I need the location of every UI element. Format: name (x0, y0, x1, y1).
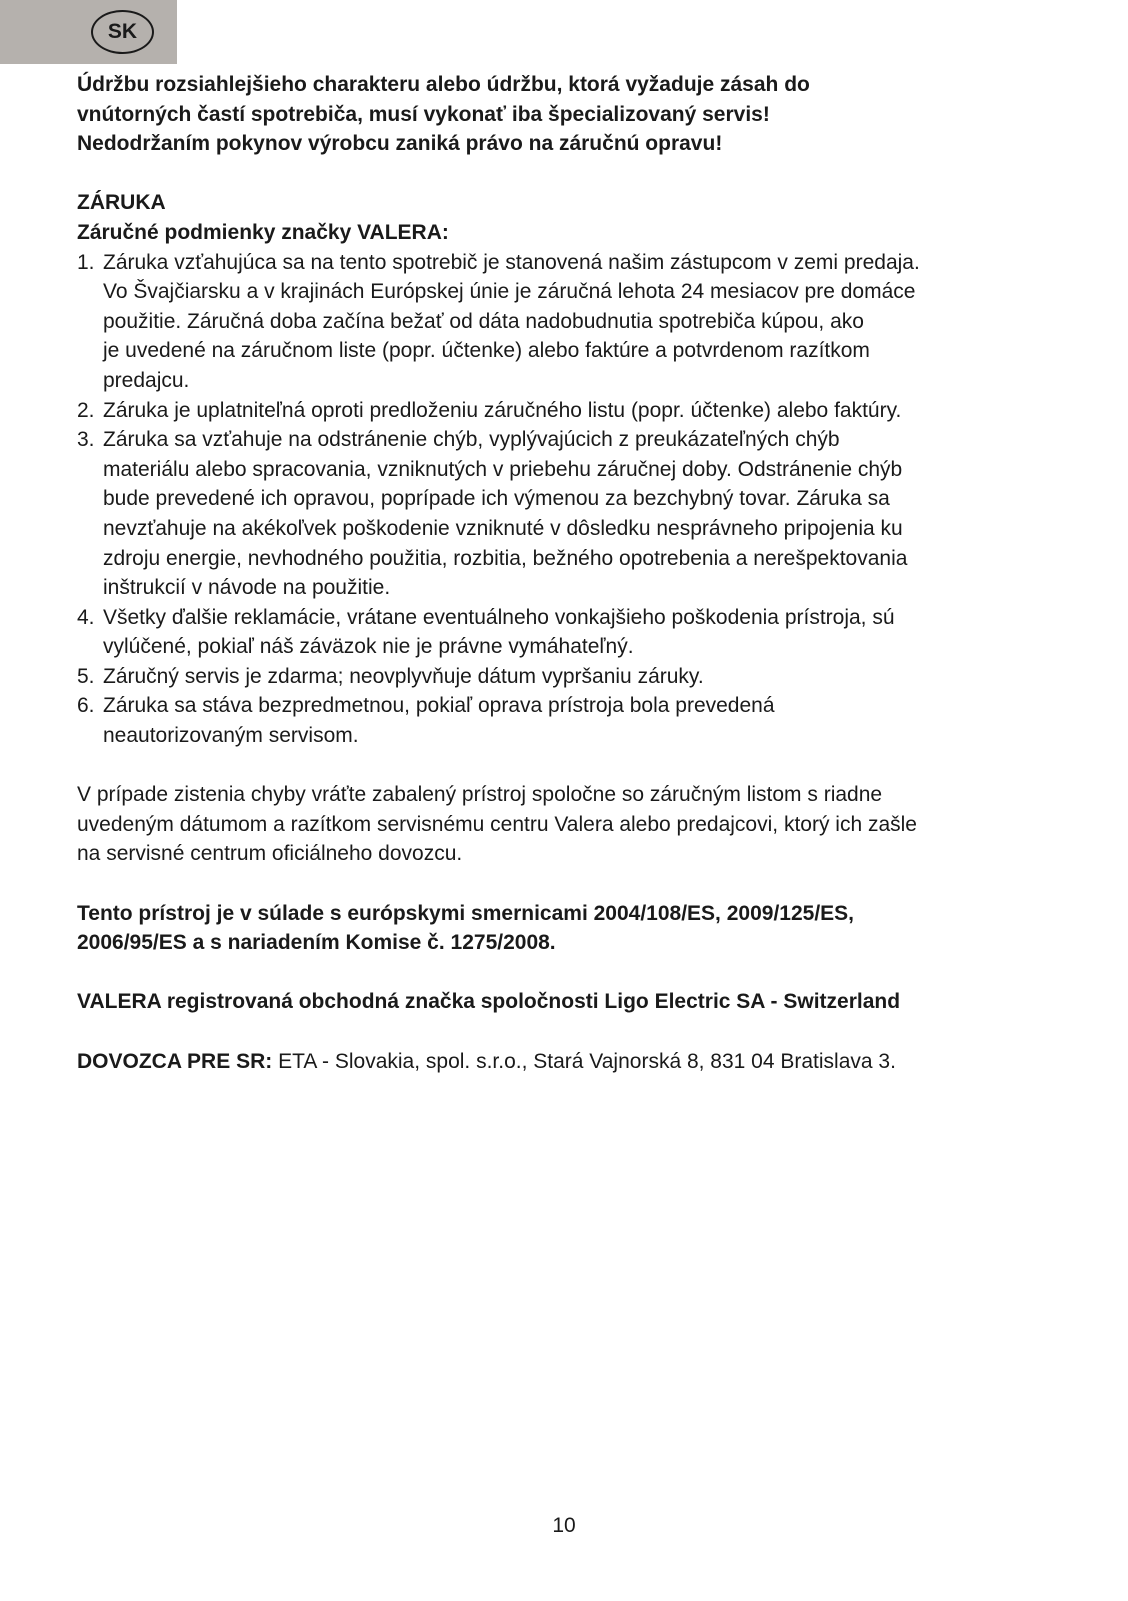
list-item (77, 396, 1077, 426)
text-line: použitie. Záručná doba začína bežať od dáta nadobudnutia spotrebiča kúpou, ako (103, 309, 864, 333)
text-line: Záruka vzťahujúca sa na tento spotrebič je stanovená našim zástupcom v zemi predaja. (103, 250, 920, 274)
list-item (77, 603, 1077, 662)
text-line: Záruka sa vzťahuje na odstránenie chýb, vyplývajúcich z preukázateľných chýb (103, 428, 840, 452)
warranty-heading: ZÁRUKA (77, 191, 166, 215)
text-line: bude prevedené ich opravou, poprípade ich výmenou za bezchybný tovar. Záruka sa (103, 487, 890, 511)
compliance-statement (77, 899, 1077, 958)
list-item (77, 248, 1077, 396)
list-item (77, 662, 1077, 692)
text-line: Záruka sa stáva bezpredmetnou, pokiaľ oprava prístroja bola prevedená (103, 694, 775, 718)
language-tab (0, 0, 177, 64)
text-line: uvedeným dátumom a razítkom servisnému centru Valera alebo predajcovi, ktorý ich zašle (77, 812, 917, 836)
text-line: 2006/95/ES a s nariadením Komise č. 1275/2008. (77, 931, 556, 955)
text-line: neautorizovaným servisom. (103, 724, 359, 748)
text-line: Záručný servis je zdarma; neovplyvňuje dátum vypršaniu záruky. (103, 664, 704, 688)
trademark-statement: VALERA registrovaná obchodná značka spoločnosti Ligo Electric SA - Switzerland (77, 990, 901, 1014)
importer-label: DOVOZCA PRE SR: (77, 1049, 273, 1073)
text-line: materiálu alebo spracovania, vzniknutých v priebehu záručnej doby. Odstránenie chýb (103, 457, 903, 481)
list-item (77, 425, 1077, 603)
list-item-number: 6. (77, 694, 95, 718)
warranty-subheading: Záručné podmienky značky VALERA: (77, 220, 449, 244)
defect-procedure (77, 780, 1077, 869)
text-line: Záruka je uplatniteľná oproti predloženiu záručného listu (popr. účtenke) alebo faktúry. (103, 398, 902, 422)
text-line: Všetky ďalšie reklamácie, vrátane eventuálneho vonkajšieho poškodenia prístroja, sú (103, 605, 895, 629)
list-item (77, 691, 1077, 750)
text-line: zdroju energie, nevhodného použitia, rozbitia, bežného opotrebenia a nerešpektovania (103, 546, 908, 570)
importer-info (77, 1047, 1077, 1077)
warranty-conditions-list (77, 248, 1077, 751)
text-line: predajcu. (103, 368, 190, 392)
text-line: je uvedené na záručnom liste (popr. účtenke) alebo faktúre a potvrdenom razítkom (103, 339, 870, 363)
text-line: Vo Švajčiarsku a v krajinách Európskej únie je záručná lehota 24 mesiacov pre domáce (103, 280, 916, 304)
language-badge: SK (91, 10, 154, 54)
list-item-number: 2. (77, 398, 95, 422)
document-body (77, 70, 1077, 1076)
text-line: vnútorných častí spotrebiča, musí vykonať iba špecializovaný servis! (77, 102, 770, 126)
list-item-number: 4. (77, 605, 95, 629)
text-line: inštrukcií v návode na použitie. (103, 576, 391, 600)
maintenance-notice (77, 70, 1077, 159)
text-line: na servisné centrum oficiálneho dovozcu. (77, 842, 463, 866)
list-item-number: 3. (77, 428, 95, 452)
text-line: Údržbu rozsiahlejšieho charakteru alebo údržbu, ktorá vyžaduje zásah do (77, 73, 810, 96)
text-line: Tento prístroj je v súlade s európskymi smernicami 2004/108/ES, 2009/125/ES, (77, 901, 854, 925)
list-item-number: 5. (77, 664, 95, 688)
list-item-number: 1. (77, 250, 95, 274)
text-line: V prípade zistenia chyby vráťte zabalený prístroj spoločne so záručným listom s riadne (77, 783, 883, 807)
text-line: vylúčené, pokiaľ náš záväzok nie je právne vymáhateľný. (103, 635, 634, 659)
page-number: 10 (552, 1514, 576, 1537)
importer-address: ETA - Slovakia, spol. s.r.o., Stará Vajnorská 8, 831 04 Bratislava 3. (272, 1049, 896, 1073)
text-line: Nedodržaním pokynov výrobcu zaniká právo na záručnú opravu! (77, 132, 723, 156)
text-line: nevzťahuje na akékoľvek poškodenie vzniknuté v dôsledku nesprávneho pripojenia ku (103, 516, 903, 540)
